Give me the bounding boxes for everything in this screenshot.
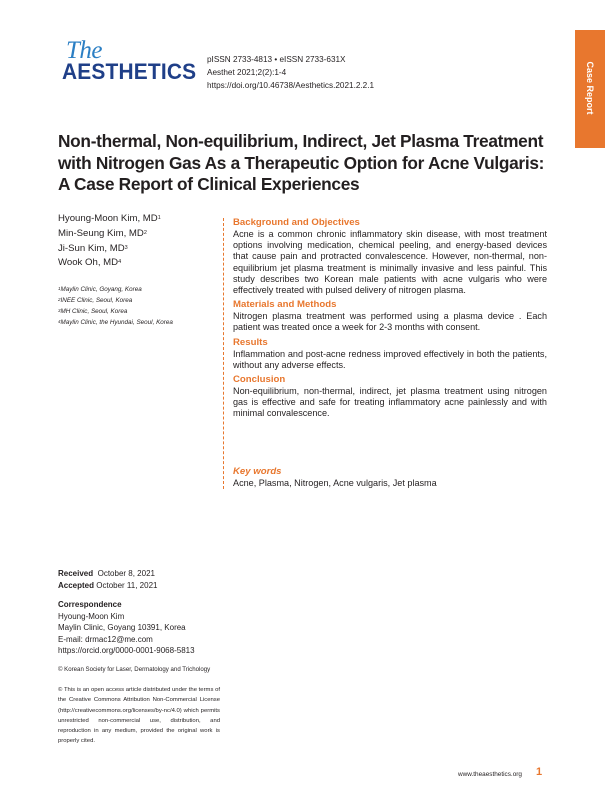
received-date: Received October 8, 2021 [58,569,155,578]
affiliation: $^3$MH Clinic, Seoul, Korea [58,308,128,315]
affiliation: $^1$Maylin Clinic, Goyang, Korea [58,286,142,293]
open-access-icon: © [58,687,63,693]
author-list [58,212,161,271]
keywords-heading: Key words [233,466,282,477]
affiliation: $^4$Maylin Clinic, the Hyundai, Seoul, Korea [58,319,173,326]
author: Min-Seung Kim, $MD^2$ [58,227,147,239]
license-notice [58,685,220,747]
background-text: Acne is a common chronic inflammatory skin disease, with most treatment options involving medication, chemical peeling, and energy-based devices that cause pain and protracted convalescence. However, non-thermal, non-equilibrium jet plasma treatment is minimally invasive and less painful. This study describes two Korean male patients with acne vulgaris who were effectively treated with pulsed delivery of nitrogen plasma. [233,229,547,296]
correspondence-heading: Correspondence [58,600,122,609]
license-text: This is an open access article distributed under the terms of the Creative Commons Attribution Non-Commercial License (http://creativecommons.org/licenses/by-nc/4.0) which permits unrestricted non-commercial use, distribution, and reproduction in any medium, provided the original work is properly cited. [58,687,221,745]
copyright-notice: © Korean Society for Laser, Dermatology and Trichology [58,666,211,673]
results-text: Inflammation and post-acne redness improved effectively in both the patients, without any adverse effects. [233,348,547,370]
section-tab [575,30,605,148]
correspondence-address: Maylin Clinic, Goyang 10391, Korea [58,623,186,632]
section-tab-label: Case Report [585,61,595,115]
author: Wook Oh, $MD^4$ [58,257,122,269]
orcid-link[interactable]: https://orcid.org/0000-0001-9068-5813 [58,646,195,655]
correspondence-name: Hyoung-Moon Kim [58,611,125,621]
conclusion-heading: Conclusion [233,374,286,386]
accepted-date: Accepted October 11, 2021 [58,580,158,590]
keywords-text: Acne, Plasma, Nitrogen, Acne vulgaris, Jet plasma [233,478,437,488]
footer-website-link[interactable]: www.theaesthetics.org [458,771,522,778]
abstract [233,214,547,420]
methods-text: Nitrogen plasma treatment was performed using a plasma device . Each patient was treated once a week for 2-3 months with consent. [233,311,547,333]
conclusion-text: Non-equilibrium, non-thermal, indirect, jet plasma treatment using nitrogen gas is effective and safe for treating inflammatory acne painlessly and with minimal convalescence. [233,386,547,419]
issn: pISSN 2733-4813 • eISSN 2733-631X [207,55,346,64]
page-number: 1 [536,766,543,778]
correspondence [58,599,195,657]
affiliation-list [58,284,173,328]
results-heading: Results [233,336,268,348]
abstract-divider [223,218,224,489]
methods-heading: Materials and Methods [233,299,337,311]
title-line: with Nitrogen Gas As a Therapeutic Option for Acne Vulgaris: [58,152,545,173]
title-line: Non-thermal, Non-equilibrium, Indirect, Jet Plasma Treatment [58,131,544,151]
author: Hyoung-Moon Kim, $MD^1$ [58,213,161,224]
doi-link[interactable]: https://doi.org/10.46738/Aesthetics.2021.2.2.1 [207,81,375,91]
correspondence-email[interactable]: E-mail: drmac12@me.com [58,634,153,644]
background-heading: Background and Objectives [233,217,360,228]
article-title [58,131,558,196]
article-dates [58,568,157,591]
citation: Aesthet 2021;2(2):1-4 [207,68,287,78]
journal-logo: AESTHETICS [62,59,197,84]
title-line: A Case Report of Clinical Experiences [58,174,360,194]
journal-info [207,53,374,93]
affiliation: $^2$INEE Clinic, Seoul, Korea [58,297,133,304]
author: Ji-Sun Kim, $MD^3$ [58,242,128,254]
journal-logo-the: The [66,37,102,64]
